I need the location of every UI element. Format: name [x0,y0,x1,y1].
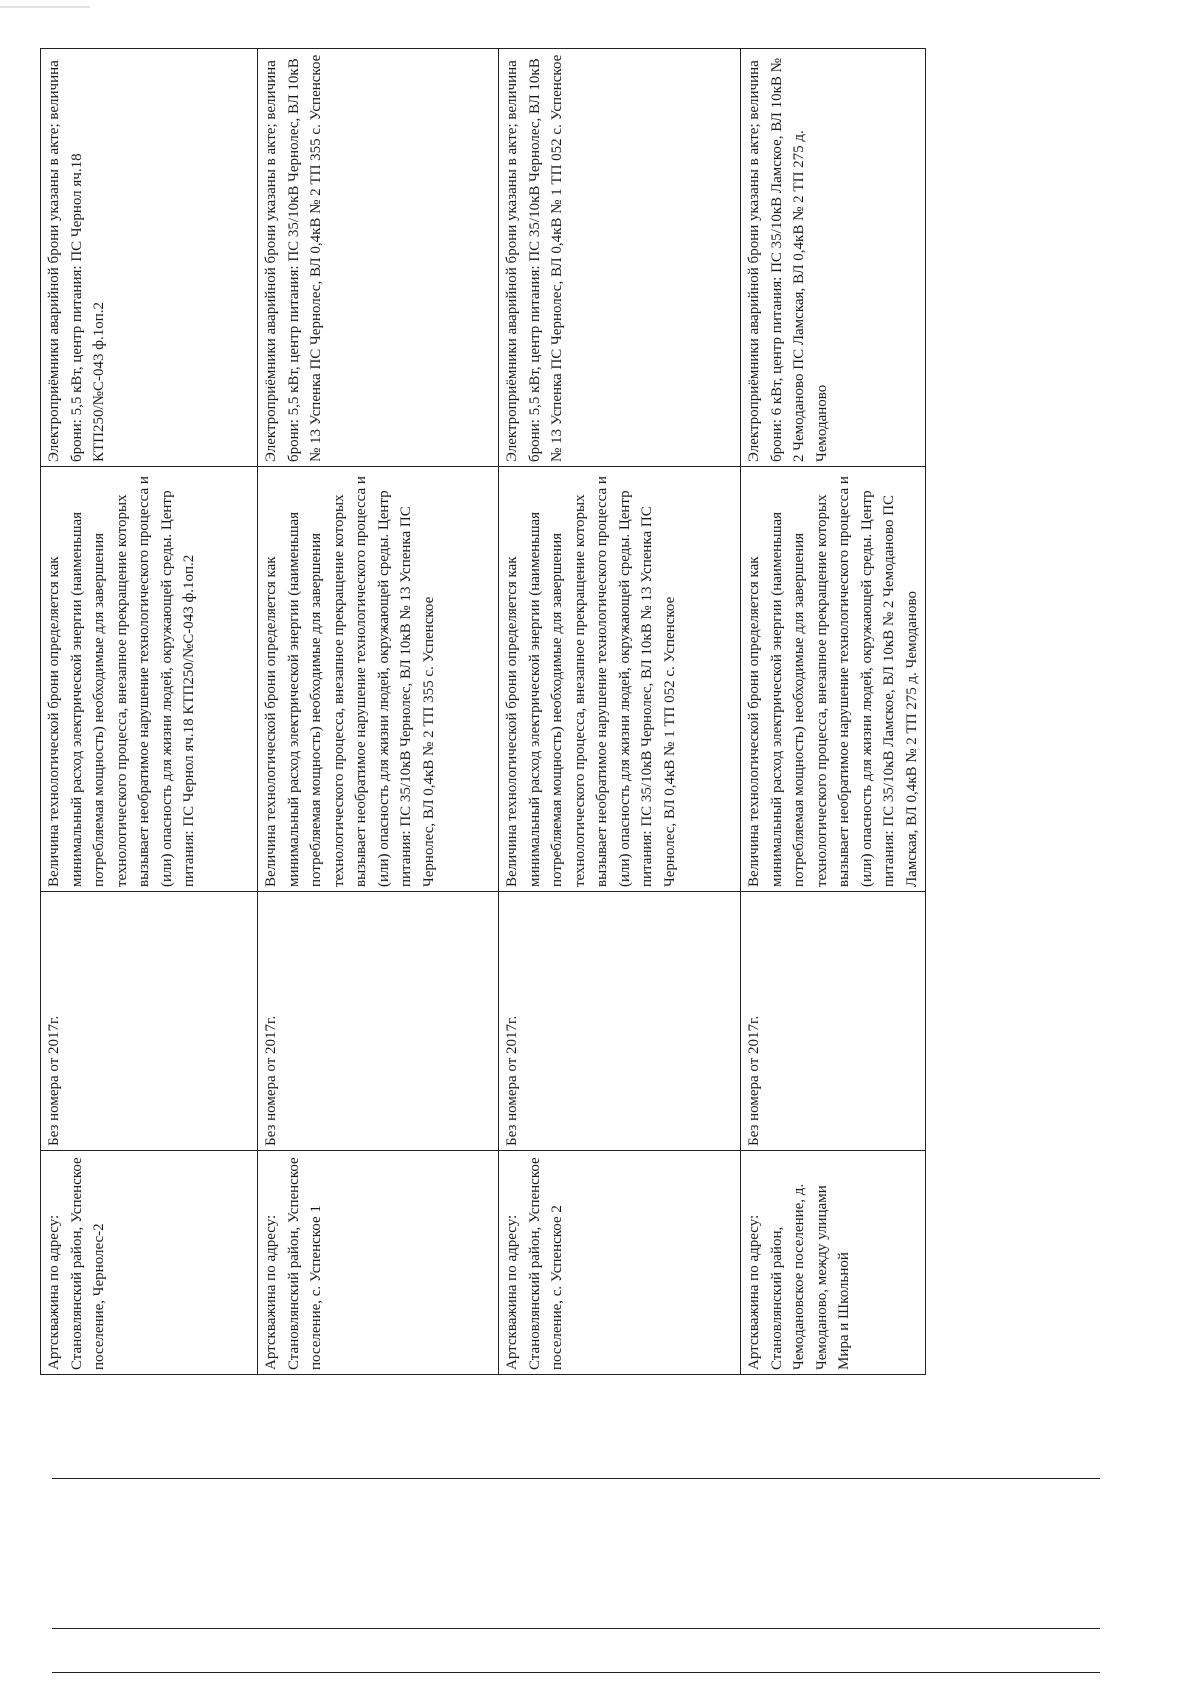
signature-line [52,1628,1100,1629]
emergency-reserve-cell: Электроприёмники аварийной брони указаны в акте; величина брони: 5,5 кВт, центр питания: ПС 35/10кВ Чернолес, ВЛ 10кВ № 13 Успенка ПС Чернолес, ВЛ 0,4кВ № 2 ТП 355 с. Успенское [258,49,499,467]
act-number-cell: Без номера от 2017г. [499,892,741,1151]
object-address-cell: Артскважина по адресу: Становлянский район, Успенское поселение, с. Успенское 1 [258,1151,499,1375]
scan-artifact [0,6,90,8]
table-row [41,49,258,1375]
technological-reserve-cell: Величина технологической брони определяется как минимальный расход электрической энергии (наименьшая потребляемая мощность) необходимые для завершения технологического процесса, внезапное прекращение которых вызывает необратимое нарушение технологического процесса и (или) опасность для жизни людей, окружающей среды. Центр питания: ПС 35/10кВ Ламское, ВЛ 10кВ № 2 Чемоданово ПС Ламская, ВЛ 0,4кВ № 2 ТП 275 д. Чемоданово [741,467,926,892]
act-number-cell: Без номера от 2017г. [741,892,926,1151]
technological-reserve-cell: Величина технологической брони определяется как минимальный расход электрической энергии (наименьшая потребляемая мощность) необходимые для завершения технологического процесса, внезапное прекращение которых вызывает необратимое нарушение технологического процесса и (или) опасность для жизни людей, окружающей среды. Центр питания: ПС Чернол яч.18 КТП250/№С-043 ф.1оп.2 [41,467,258,892]
object-address-cell: Артскважина по адресу: Становлянский район, Чемодановское поселение, д. Чемоданово, между улицами Мира и Школьной [741,1151,926,1375]
rotated-document-sheet [40,48,920,1375]
technological-reserve-cell: Величина технологической брони определяется как минимальный расход электрической энергии (наименьшая потребляемая мощность) необходимые для завершения технологического процесса, внезапное прекращение которых вызывает необратимое нарушение технологического процесса и (или) опасность для жизни людей, окружающей среды. Центр питания: ПС 35/10кВ Чернолес, ВЛ 10кВ № 13 Успенка ПС Чернолес, ВЛ 0,4кВ № 1 ТП 052 с. Успенское [499,467,741,892]
table-row [499,49,741,1375]
signature-line [52,1478,1100,1479]
emergency-reserve-table [40,48,926,1375]
table-row [258,49,499,1375]
table-row [741,49,926,1375]
emergency-reserve-cell: Электроприёмники аварийной брони указаны в акте; величина брони: 5,5 кВт, центр питания: ПС 35/10кВ Чернолес, ВЛ 10кВ № 13 Успенка ПС Чернолес, ВЛ 0,4кВ № 1 ТП 052 с. Успенское [499,49,741,467]
emergency-reserve-cell: Электроприёмники аварийной брони указаны в акте; величина брони: 6 кВт, центр питания: ПС 35/10кВ Ламское, ВЛ 10кВ № 2 Чемоданово ПС Ламская, ВЛ 0,4кВ № 2 ТП 275 д. Чемоданово [741,49,926,467]
emergency-reserve-cell: Электроприёмники аварийной брони указаны в акте; величина брони: 5,5 кВт, центр питания: ПС Чернол яч.18 КТП250/№С-043 ф.1оп.2 [41,49,258,467]
object-address-cell: Артскважина по адресу: Становлянский район, Успенское поселение, с. Успенское 2 [499,1151,741,1375]
technological-reserve-cell: Величина технологической брони определяется как минимальный расход электрической энергии (наименьшая потребляемая мощность) необходимые для завершения технологического процесса, внезапное прекращение которых вызывает необратимое нарушение технологического процесса и (или) опасность для жизни людей, окружающей среды. Центр питания: ПС 35/10кВ Чернолес, ВЛ 10кВ № 13 Успенка ПС Чернолес, ВЛ 0,4кВ № 2 ТП 355 с. Успенское [258,467,499,892]
act-number-cell: Без номера от 2017г. [41,892,258,1151]
act-number-cell: Без номера от 2017г. [258,892,499,1151]
signature-line [52,1672,1100,1673]
object-address-cell: Артскважина по адресу: Становлянский район, Успенское поселение, Чернолес-2 [41,1151,258,1375]
